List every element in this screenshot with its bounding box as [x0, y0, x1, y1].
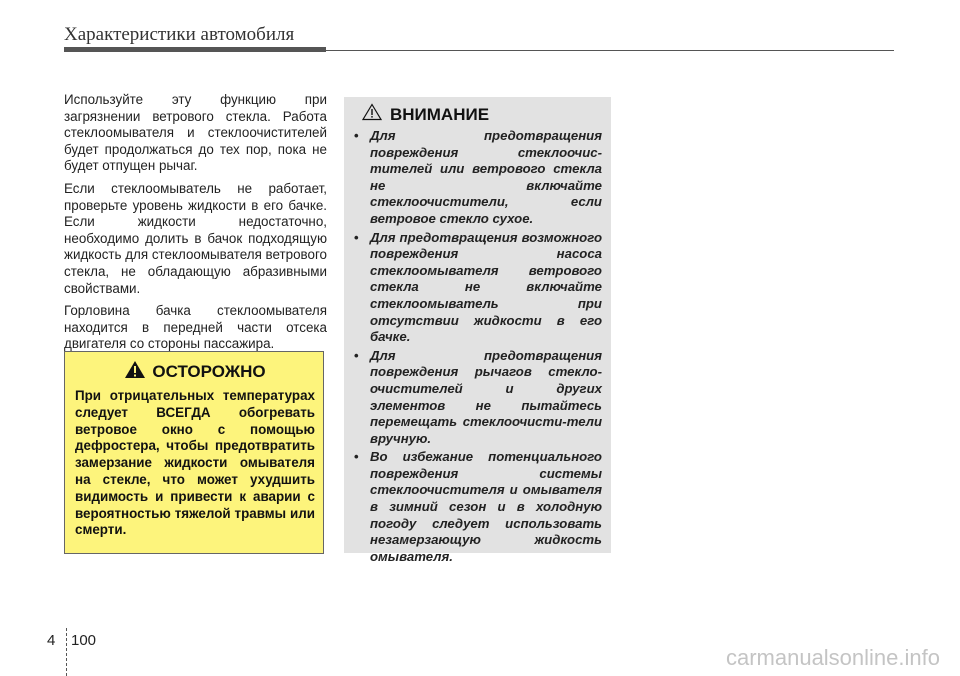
notice-item: [354, 128, 602, 228]
caution-text: При отрицательных температурах следует ВСЕГДА обогревать ветровое окно с помощью дефростера, чтобы предотвратить замерзание жидкости омывателя на стекле, что может ухудшить видимость и привести к аварии с вероятностью тяжелой травмы или смерти.: [75, 388, 315, 538]
body-paragraph: Горловина бачка стеклоомывателя находится в передней части отсека двигателя со стороны пассажира.: [64, 303, 327, 352]
notice-item-text: Для предотвращения возможного повреждения насоса стеклоомывателя ветрового стекла не включайте стеклоомыватель при отсутствии жидкости в его бачке.: [370, 229, 602, 345]
header-bar: [64, 47, 326, 52]
warning-triangle-outline-icon: [362, 103, 382, 126]
notice-item: [354, 230, 602, 346]
caution-header: [75, 360, 315, 384]
notice-item-text: Во избежание потенциального повреждения системы стеклоочистителя и омывателя в зимний сезон и в холодную погоду следует использовать незамерзающую жидкость омывателя.: [370, 449, 602, 564]
caution-title: ОСТОРОЖНО: [152, 362, 266, 381]
notice-box: [344, 97, 611, 564]
bullet-icon: •: [354, 347, 359, 363]
watermark: carmanualsonline.info: [725, 645, 940, 670]
body-text: [64, 92, 327, 359]
notice-header: [362, 103, 602, 126]
header-rule: [326, 50, 894, 51]
footer-divider: [66, 628, 67, 676]
bullet-icon: •: [354, 449, 359, 465]
notice-list: [354, 128, 602, 565]
warning-triangle-icon: [124, 360, 146, 384]
notice-item: [354, 449, 602, 565]
body-paragraph: Используйте эту функцию при загрязнении ветрового стекла. Работа стеклоомывателя и стеклоочистителей будет продолжаться до тех пор, пока не будет отпущен рычаг.: [64, 92, 327, 174]
bullet-icon: •: [354, 229, 359, 245]
caution-box: [64, 351, 324, 554]
page-header-title: Характеристики автомобиля: [64, 24, 295, 45]
notice-item: [354, 348, 602, 448]
notice-item-text: Для предотвращения повреждения рычагов стекло-очистителей и других элементов не пытайтесь перемещать стеклоочисти-тели вручную.: [370, 347, 602, 446]
notice-title: ВНИМАНИЕ: [390, 104, 490, 124]
body-paragraph: Если стеклоомыватель не работает, проверьте уровень жидкости в его бачке. Если жидкости недостаточно, необходимо долить в бачок подходящую жидкость для стеклоомывателя ветрового стекла, не обладающую абразивными свойствами.: [64, 180, 327, 296]
page-number: 100: [71, 632, 97, 649]
notice-item-text: Для предотвращения повреждения стеклоочис-тителей или ветрового стекла не включайте стеклоочистители, если ветровое стекло сухое.: [370, 128, 602, 226]
chapter-number: 4: [47, 632, 56, 649]
bullet-icon: •: [354, 128, 359, 143]
